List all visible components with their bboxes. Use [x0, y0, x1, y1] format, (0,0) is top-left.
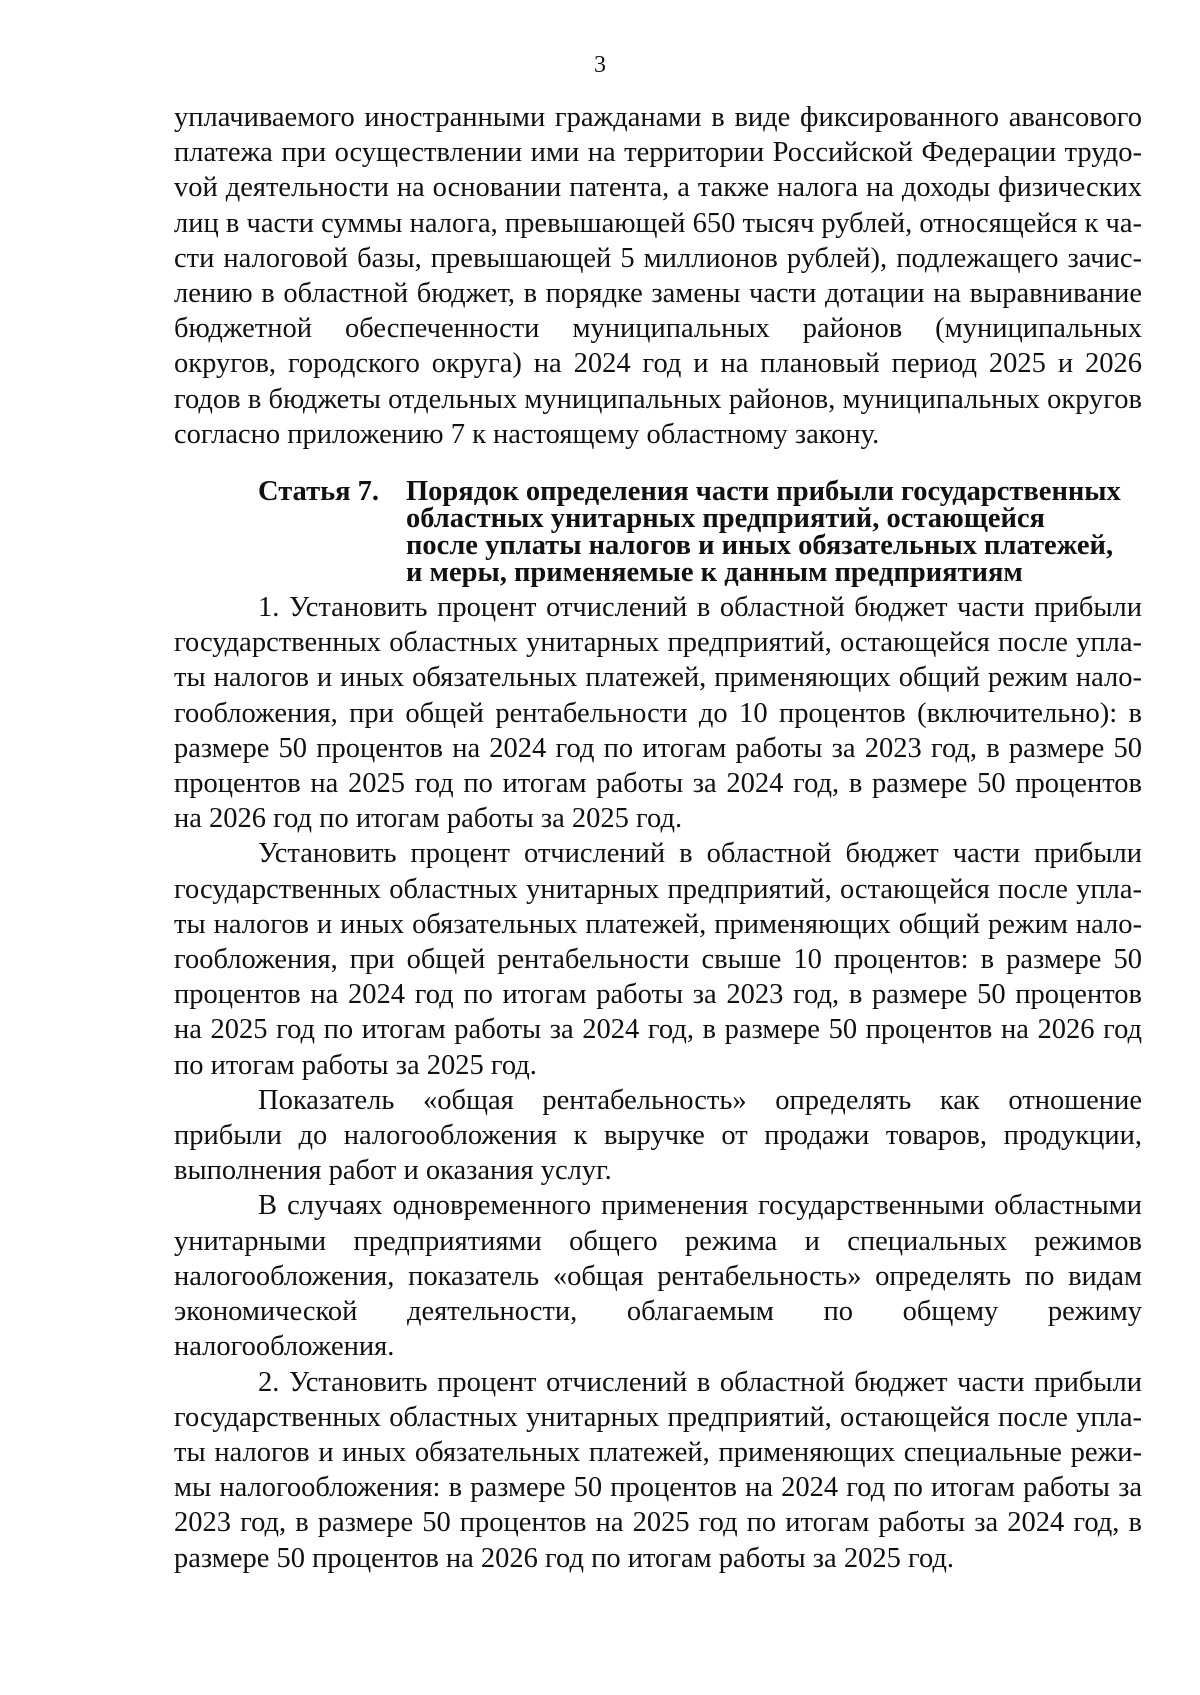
- article-label: Статья 7.: [258, 476, 380, 508]
- paragraph-1: 1. Установить процент отчислений в областной бюджет части прибыли государственных областных унитарных предприятий, остающейся после уплаты налогов и иных обязательных платежей, применяющих общий режим налогообложения, при общей рентабельности до 10 процентов (включительно): в размере 50 процентов на 2024 год по итогам работы за 2023 год, в размере 50 процентов на 2025 год по итогам работы за 2024 год, в размере 50 процентов на 2026 год по итогам работы за 2025 год.: [174, 592, 1142, 835]
- paragraph-2: Установить процент отчислений в областной бюджет части прибыли государственных областных унитарных предприятий, остающейся после уплаты налогов и иных обязательных платежей, применяющих общий режим налогообложения, при общей рентабельности свыше 10 процентов: в размере 50 процентов на 2024 год по итогам работы за 2023 год, в размере 50 процентов на 2025 год по итогам работы за 2024 год, в размере 50 процентов на 2026 год по итогам работы за 2025 год.: [174, 838, 1142, 1081]
- document-body: [174, 100, 1142, 1576]
- paragraph-5: 2. Установить процент отчислений в областной бюджет части прибыли государственных областных унитарных предприятий, остающейся после уплаты налогов и иных обязательных платежей, применяющих специальные режимы налогообложения: в размере 50 процентов на 2024 год по итогам работы за 2023 год, в размере 50 процентов на 2025 год по итогам работы за 2024 год, в размере 50 процентов на 2026 год по итогам работы за 2025 год.: [174, 1366, 1142, 1574]
- page-number: 3: [594, 52, 606, 78]
- paragraph-4: В случаях одновременного применения государственными областными унитарными предприятиями общего режима и специальных режимов налогообложения, показатель «общая рентабельность» определять по видам экономической деятельности, облагаемым по общему режиму налогообложения.: [174, 1190, 1142, 1363]
- paragraph-3: Показатель «общая рентабельность» определять как отношение прибыли до налогообложения к выручке от продажи товаров, продукции, выполнения работ и оказания услуг.: [174, 1084, 1142, 1187]
- article-title: Порядок определения части прибыли государственных областных унитарных предприятий, остающейся после уплаты налогов и иных обязательных платежей, и меры, применяемые к данным предприятиям: [406, 476, 1121, 589]
- intro-paragraph: уплачиваемого иностранными гражданами в виде фиксированного авансового платежа при осуществлении ими на территории Российской Федерации трудоvой деятельности на основании патента, а также налога на доходы физических лиц в части суммы налога, превышающей 650 тысяч рублей, относящейся к части налоговой базы, превышающей 5 миллионов рублей), подлежащего зачислению в областной бюджет, в порядке замены части дотации на выравнивание бюджетной обеспеченности муниципальных районов (муниципальных округов, городского округа) на 2024 год и на плановый период 2025 и 2026 годов в бюджеты отдельных муниципальных районов, муниципальных округов согласно приложению 7 к настоящему областному закону.: [174, 102, 1142, 450]
- article-heading: [174, 476, 1142, 589]
